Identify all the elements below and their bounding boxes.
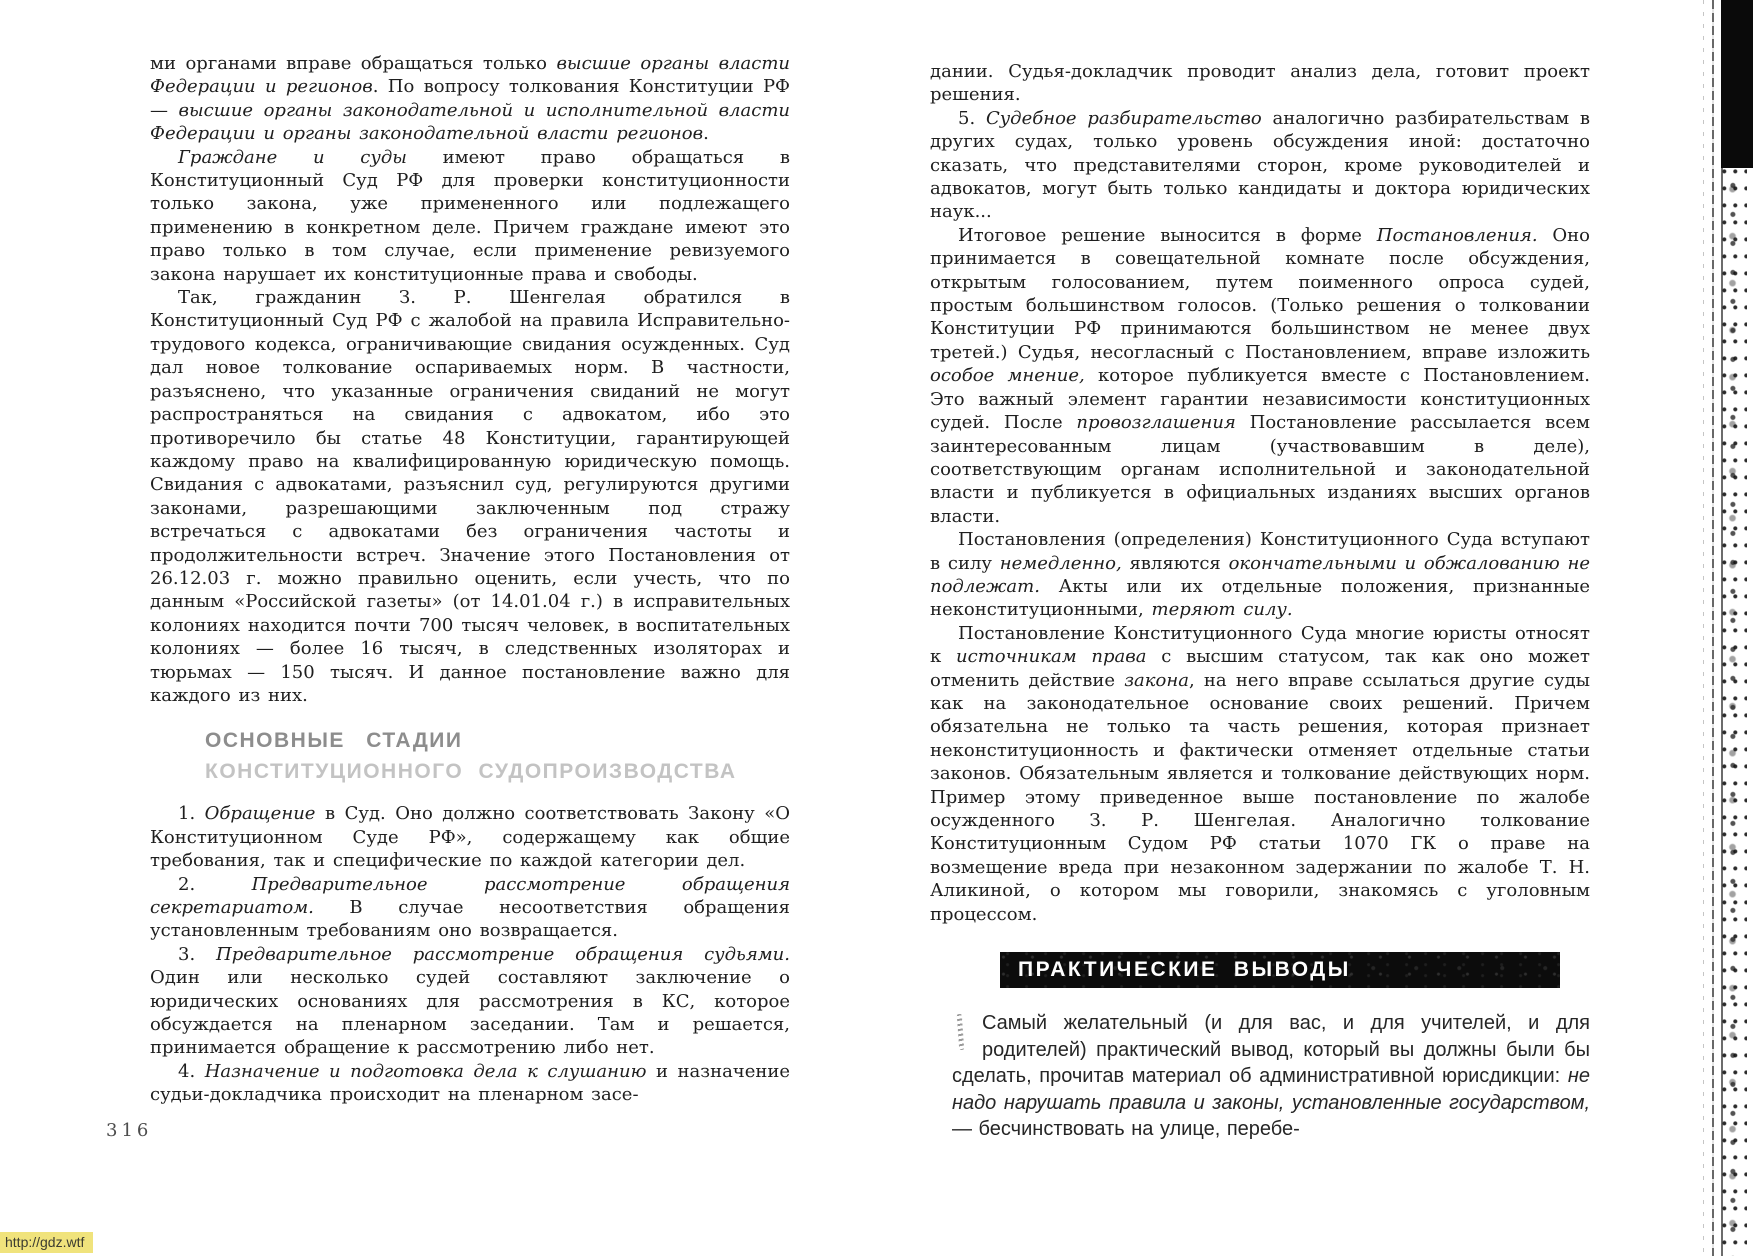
text-run: Итоговое решение выносится в форме [958, 224, 1377, 246]
page-edge-speckle-strip [1721, 168, 1747, 1256]
paragraph [930, 528, 1590, 622]
text-run: 5. [958, 107, 986, 129]
section-heading-line-1: ОСНОВНЫЕ СТАДИИ [205, 729, 463, 753]
page-edge-binding-line [1712, 0, 1714, 1256]
text-run: теряют силу. [1151, 599, 1293, 621]
page-edge-faint-line [1703, 0, 1704, 1256]
text-run: 1. [178, 803, 205, 825]
text-run: и назначение судьи-докладчика происходит на пленарном засе- [150, 1060, 791, 1106]
text-run: являются [1121, 552, 1229, 574]
text-run: окончательными и обжалованию не подлежат. [930, 552, 1591, 597]
left-page-column [150, 52, 790, 1107]
text-run: 4. [178, 1060, 205, 1082]
text-run: с высшим статусом, так как оно может отменить действие [930, 646, 1590, 691]
paragraph [150, 146, 790, 286]
text-run: которое публикуется вместе с Постановлением. Это важный элемент гарантии независимости конституционных судей. После [930, 365, 1590, 434]
paragraph [150, 1060, 790, 1107]
paragraph [952, 1010, 1590, 1143]
text-run: в Суд. Оно должно соответствовать Закону «О Конституционном Суде РФ», содержащему как общие требования, так и специфические по каждой категории дел. [150, 803, 790, 872]
text-run: Так, гражданин З. Р. Шенгелая обратился в Конституционный Суд РФ с жалобой на правила Исправительно-трудового кодекса, ограничивающие свидания осужденных. Суд дал новое толкование оспариваемых норм. В частности, разъяснено, что указанные ограничения свиданий не могут распространяться на свидания с адвокатом, ибо это противоречило бы статье 48 Конституции, гарантирующей каждому право на квалифицированную юридическую помощь. Свидания с адвокатами, разъяснил суд, регулируются другими законами, разрешающими заключенным под стражу встречаться с адвокатами без ограничения частоты и продолжительности встреч. Значение этого Постановления от 26.12.03 г. можно правильно оценить, если учесть, что по данным «Российской газеты» (от 14.01.04 г.) в исправительных колониях находится почти 700 тысяч человек, в воспитательных колониях — более 16 тысяч, в следственных изоляторах и тюрьмах — 150 тысяч. И данное постановление важно для каждого из них. [150, 287, 790, 706]
paragraph [930, 224, 1590, 528]
text-run: Оно принимается в совещательной комнате после обсуждения, открытым голосованием, путем поименного опроса судей, простым большинством голосов. (Только решения о толковании Конституции РФ принимаются большинством не менее двух третей.) Судья, несогласный с Постановлением, вправе изложить [930, 224, 1591, 363]
text-run: Назначение и подготовка дела к слушанию [204, 1060, 647, 1082]
text-run: источникам права [956, 646, 1147, 668]
paragraph [930, 622, 1590, 926]
page-edge-black-bar [1721, 0, 1753, 168]
paragraph [150, 943, 790, 1060]
section-heading-line-2: КОНСТИТУЦИОННОГО СУДОПРОИЗВОДСТВА [205, 760, 737, 784]
hanging-indent-area [952, 1010, 982, 1063]
practical-conclusions-banner [1000, 952, 1560, 988]
text-run: Обращение [204, 803, 316, 825]
text-run: немедленно, [999, 552, 1122, 574]
text-run: . По вопросу толкования Конституции РФ — [150, 76, 791, 121]
text-run: Самый желательный (и для вас, и для учителей, и для родителей) практический вывод, который вы должны были бы сделать, прочитав материал об административной юрисдикции: [952, 1012, 1590, 1088]
text-run: Граждане и суды [178, 146, 407, 168]
text-run: высшие органы законодательной и исполнительной власти Федерации и органы законодательной власти регионов [150, 99, 790, 145]
left-column-bottom-paragraphs [150, 802, 790, 1106]
page-number: 316 [106, 1120, 153, 1141]
text-run: особое мнение, [930, 365, 1085, 387]
left-column-top-paragraphs [150, 52, 790, 707]
text-run: Акты или их отдельные положения, признанные неконституционными, [930, 575, 1590, 621]
text-run: Один или несколько судей составляют заключение о юридических основаниях для рассмотрения в КС, которое обсуждается на пленарном заседании. Там и решается, принимается обращение к рассмотрению либо нет. [150, 967, 790, 1059]
text-run: провозглашения [1076, 412, 1236, 434]
practical-conclusions-banner-label: ПРАКТИЧЕСКИЕ ВЫВОДЫ [1018, 958, 1351, 982]
section-heading [205, 729, 790, 784]
right-page-column [930, 60, 1590, 1143]
text-run: Постановления (определения) Конституционного Суда вступают в силу [930, 529, 1590, 574]
paragraph [150, 873, 790, 943]
text-run: высшие органы власти Федерации и регионов [150, 53, 790, 98]
right-column-paragraphs [930, 60, 1590, 926]
text-run: , на него вправе ссылаться другие суды как на законодательное основание своих решений. Причем обязательна не только та часть решения, которая признает неконституционность и фактически отменяет отдельные статьи законов. Обязательным является и толкование действующих норм. Пример этому приведенное выше постановление по жалобе осужденного З. Р. Шенгелая. Аналогично толкование Конституционным Судом РФ статьи 1070 ГК о праве на возмещение вреда при незаконном задержании по жалобе Т. Н. Аликиной, о котором мы говорили, знакомясь с уголовным процессом. [930, 669, 1590, 925]
text-run: 2. [178, 873, 252, 895]
text-run: — бесчинствовать на улице, перебе- [952, 1118, 1300, 1141]
paragraph [150, 286, 790, 707]
text-run: В случае несоответствия обращения установленным требованиям оно возвращается. [150, 897, 790, 942]
text-run: дании. Судья-докладчик проводит анализ дела, готовит проект решения. [930, 61, 1590, 106]
text-run: аналогично разбирательствам в других судах, только уровень обсуждения иной: достаточно сказать, что представителями сторон, кроме руководителей и адвокатов, могут быть только кандидаты и доктора юридических наук... [930, 107, 1590, 223]
paragraph [150, 802, 790, 872]
text-run: 3. [178, 943, 217, 965]
text-run: ми органами вправе обращаться только [150, 53, 557, 74]
paragraph [150, 52, 790, 146]
site-watermark: http://gdz.wtf [0, 1232, 93, 1253]
paragraph [930, 60, 1590, 107]
text-run: Постановления. [1376, 224, 1538, 246]
text-run: Предварительное рассмотрение обращения секретариатом. [150, 873, 790, 918]
text-run: не надо нарушать правила и законы, установленные государством, [952, 1065, 1590, 1114]
paragraph [930, 107, 1590, 224]
practical-conclusions-text [952, 1010, 1590, 1143]
text-run: . [703, 123, 709, 145]
text-run: Постановление Конституционного Суда многие юристы относят к [930, 622, 1590, 668]
text-run: Предварительное рассмотрение обращения судьями. [216, 943, 790, 965]
text-run: Судебное разбирательство [985, 107, 1262, 129]
text-run: закона [1124, 669, 1189, 691]
text-run: имеют право обращаться в Конституционный Суд РФ для проверки конституционности только закона, уже примененного или подлежащего применению в конкретном деле. Причем граждане имеют это право только в том случае, если применение ревизуемого закона нарушает их конституционные права и свободы. [150, 146, 790, 285]
ink-smudge [957, 1014, 964, 1050]
text-run: Постановление рассылается всем заинтересованным лицам (участвовавшим в деле), соответствующим органам исполнительной и законодательной власти и публикуется в официальных изданиях высших органов власти. [930, 412, 1590, 527]
